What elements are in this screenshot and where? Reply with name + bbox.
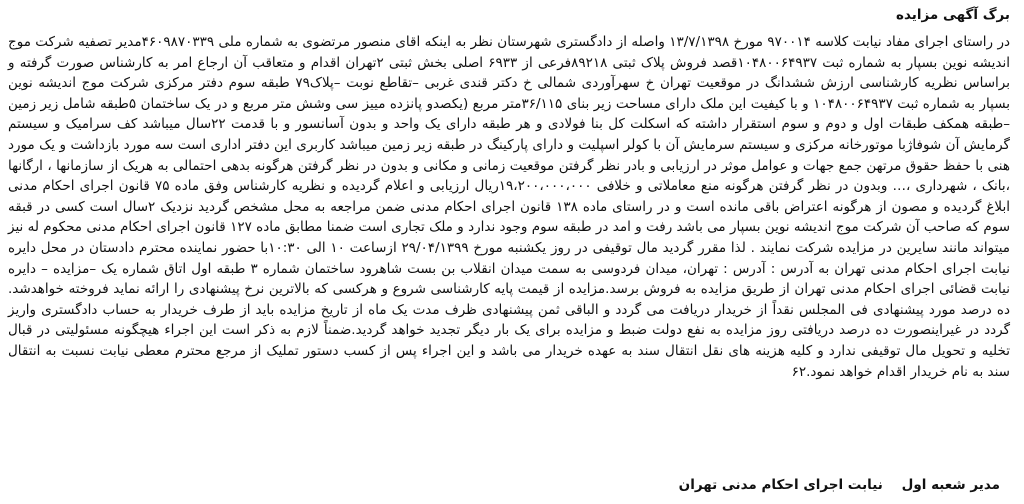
footer-role: مدیر شعبه اول [901,477,1000,493]
notice-document [8,6,1012,500]
footer-office: نیابت اجرای احکام مدنی تهران [678,477,883,493]
notice-title: برگ آگهی مزایده [896,7,1010,23]
notice-body: در راستای اجرای مفاد نیابت کلاسه ۹۷۰۰۱۴ مورخ ۱۳/۷/۱۳۹۸ واصله از دادگستری شهرستان نظر به اینکه اقای منصور مرتضوی به شماره ملی ۴۶۰۹۸۷۰۳۳۹مدیر تصفیه شرکت موج اندیشه نوین بسپار به شماره ثبت ۱۰۴۸۰۰۶۴۹۳۷قصد فروش پلاک ثبتی ۸۹۲۱۸فرعی از ۶۹۳۳ اصلی بخش ثبتی ۲تهران اقدام و متعاقب آن ارجاع امر به کارشناس صورت گرفته و براساس نظریه کارشناسی ارزش ششدانگ در موقعیت تهران خ سهرآوردی شمالی خ دکتر قندی غربی –تقاطع نوبت –پلاک۷۹ طبقه سوم دفتر مرکزی شرکت موج اندیشه نوین بسپار به شماره ثبت ۱۰۴۸۰۰۶۴۹۳۷ و با کیفیت این ملک دارای مساحت زیر بنای ۳۶/۱۱۵متر مربع (یکصدو پانزده مییز سی وشش متر مربع و در یک ساختمان ۵طبقه شامل زیر زمین –طبقه همکف طبقات اول و دوم و سوم استقرار داشته که اسکلت کل بنا فولادی و هر طبقه دارای یک واحد و بدون آسانسور و با قدمت ۲۲سال میباشد کف سرامیک و سیستم گرمایش آن شوفاژبا موتورخانه مرکزی و سیستم سرمایش آن با کولر اسپلیت و دارای پارکینگ در طبقه زیر زمین میباشد کاربری این دفتر اداری است سه مورد بازداشت و یک مورد هنی با حفظ حقوق مرتهن جمع جهات و عوامل موثر در ارزیابی و بادر نظر گرفتن موقعیت زمانی و مکانی و بدون در نظر گرفتن هرگونه بدهی احتمالی به هریک از سازمانها ، ارگانها ،بانک ، شهرداری ،… وبدون در نظر گرفتن هرگونه منع معاملاتی و خلافی ۱۹،۲۰۰،۰۰۰،۰۰۰ریال ارزیابی و اعلام گردیده و نظریه کارشناس وفق ماده ۷۵ قانون اجرای احکام مدنی ابلاغ گردیده و مصون از هرگونه اعتراض باقی مانده است و در راستای ماده ۱۳۸ قانون اجرای احکام مدنی ضمن مراجعه به محل مشخص گردید نزدیک ۲سال است کسی در قبقه سوم که صاحب آن شرکت موج اندیشه نوین بسپار می باشد رفت و امد در طبقه سوم وجود ندارد و ملک تجاری است ضمنا مطابق ماده ۱۲۷ قانون اجرای احکام مدنی محکوم له نیز میتواند مانند سایرین در مزایده شرکت نمایند . لذا مقرر گردید مال توقیفی در روز یکشنبه مورخ ۲۹/۰۴/۱۳۹۹ ازساعت ۱۰ الی ۱۰:۳۰با حضور نماینده محترم دادستان در محل دایره نیابت اجرای احکام مدنی تهران به آدرس : آدرس : تهران، میدان فردوسی به سمت میدان انقلاب بن بست شاهرود ساختمان شماره ۳ طبقه اول اتاق شماره یک –مزایده – دایره نیابت قضائی اجرای احکام مدنی تهران از طریق مزایده به فروش برسد.مزایده از قیمت پایه کارشناسی شروع و هرکسی که بالاترین نرخ پیشنهادی را ارائه نماید فروخته خواهدشد. ده درصد مورد پیشنهادی فی المجلس نقداً از خریدار دریافت می گردد و الباقی ثمن پیشنهادی ظرف مدت یک ماه از تاریخ مزایده باید از طرف خریدار به حساب دادگستری واریز گردد در غیراینصورت ده درصد دریافتی روز مزایده به نفع دولت ضبط و مزایده برای یک بار دیگر تجدید خواهد گردید.ضمناً لازم به ذکر است این اجراء هیچگونه مسئولیتی در قبال تخلیه و تحویل مال توقیفی ندارد و کلیه هزینه های نقل انتقال سند به عهده خریدار می باشد و این اجراء پس از کسب دستور تملیک از مرجع محترم معطی نیابت نسبت به انتقال سند به نام خریدار اقدام خواهد نمود.۶۲ [8,34,1011,380]
notice-footer [679,476,1000,494]
